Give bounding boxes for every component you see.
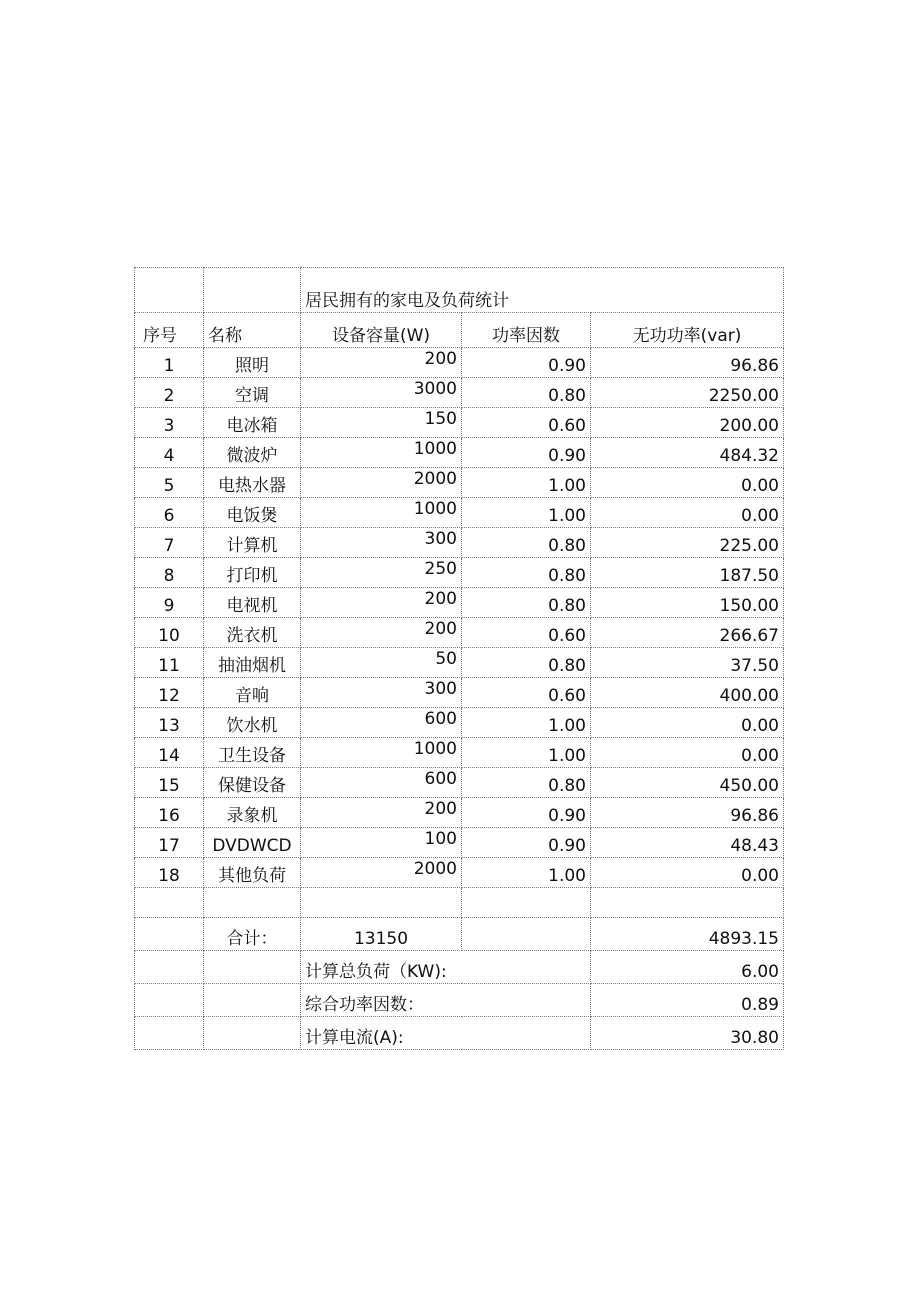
table-row bbox=[135, 348, 784, 378]
row-power-factor[interactable]: 0.60 bbox=[462, 618, 591, 648]
row-index[interactable]: 18 bbox=[135, 858, 204, 888]
summary-value[interactable]: 30.80 bbox=[591, 1017, 784, 1050]
table-row bbox=[135, 558, 784, 588]
row-capacity[interactable] bbox=[301, 438, 462, 468]
row-reactive-power[interactable]: 96.86 bbox=[591, 798, 784, 828]
row-name[interactable]: 电饭煲 bbox=[204, 498, 301, 528]
row-power-factor[interactable]: 0.80 bbox=[462, 768, 591, 798]
row-capacity-value: 200 bbox=[424, 589, 457, 609]
row-index[interactable]: 13 bbox=[135, 708, 204, 738]
row-power-factor[interactable]: 0.80 bbox=[462, 528, 591, 558]
summary-value[interactable]: 6.00 bbox=[591, 951, 784, 984]
table-row bbox=[135, 528, 784, 558]
table-row bbox=[135, 408, 784, 438]
row-capacity[interactable] bbox=[301, 378, 462, 408]
row-name[interactable]: 洗衣机 bbox=[204, 618, 301, 648]
blank-cell[interactable] bbox=[301, 888, 462, 918]
row-capacity[interactable] bbox=[301, 468, 462, 498]
row-power-factor[interactable]: 0.90 bbox=[462, 828, 591, 858]
row-name[interactable]: 打印机 bbox=[204, 558, 301, 588]
table-row bbox=[135, 588, 784, 618]
row-index[interactable]: 16 bbox=[135, 798, 204, 828]
row-index[interactable]: 8 bbox=[135, 558, 204, 588]
row-power-factor[interactable]: 1.00 bbox=[462, 708, 591, 738]
title-row bbox=[135, 268, 784, 313]
table-title: 居民拥有的家电及负荷统计 bbox=[301, 268, 784, 313]
row-reactive-power[interactable]: 37.50 bbox=[591, 648, 784, 678]
row-capacity[interactable] bbox=[301, 738, 462, 768]
table-row bbox=[135, 768, 784, 798]
row-reactive-power[interactable]: 0.00 bbox=[591, 738, 784, 768]
row-capacity[interactable] bbox=[301, 798, 462, 828]
header-power-factor: 功率因数 bbox=[462, 313, 591, 348]
row-power-factor[interactable]: 0.80 bbox=[462, 648, 591, 678]
row-power-factor[interactable]: 1.00 bbox=[462, 738, 591, 768]
row-name[interactable]: 录象机 bbox=[204, 798, 301, 828]
row-capacity[interactable] bbox=[301, 588, 462, 618]
row-index[interactable]: 14 bbox=[135, 738, 204, 768]
row-reactive-power[interactable]: 187.50 bbox=[591, 558, 784, 588]
row-index[interactable]: 1 bbox=[135, 348, 204, 378]
blank-cell[interactable] bbox=[135, 888, 204, 918]
row-index[interactable]: 4 bbox=[135, 438, 204, 468]
table-row bbox=[135, 468, 784, 498]
row-capacity[interactable] bbox=[301, 858, 462, 888]
row-capacity-value: 250 bbox=[424, 559, 457, 579]
row-reactive-power[interactable]: 266.67 bbox=[591, 618, 784, 648]
header-reactive-power: 无功功率(var) bbox=[591, 313, 784, 348]
row-capacity-value: 100 bbox=[424, 829, 457, 849]
row-capacity[interactable] bbox=[301, 828, 462, 858]
row-capacity-value: 600 bbox=[424, 769, 457, 789]
row-reactive-power[interactable]: 200.00 bbox=[591, 408, 784, 438]
header-index: 序号 bbox=[135, 313, 204, 348]
row-name[interactable]: 抽油烟机 bbox=[204, 648, 301, 678]
row-reactive-power[interactable]: 48.43 bbox=[591, 828, 784, 858]
blank-cell[interactable] bbox=[204, 984, 301, 1017]
blank-cell[interactable] bbox=[204, 951, 301, 984]
row-power-factor[interactable]: 0.60 bbox=[462, 408, 591, 438]
summary-value[interactable]: 0.89 bbox=[591, 984, 784, 1017]
row-name[interactable]: 电视机 bbox=[204, 588, 301, 618]
row-capacity[interactable] bbox=[301, 528, 462, 558]
row-index[interactable]: 12 bbox=[135, 678, 204, 708]
table-row bbox=[135, 858, 784, 888]
row-power-factor[interactable]: 0.90 bbox=[462, 438, 591, 468]
row-name[interactable]: 电热水器 bbox=[204, 468, 301, 498]
row-capacity[interactable] bbox=[301, 348, 462, 378]
summary-row bbox=[135, 1017, 784, 1050]
row-capacity[interactable] bbox=[301, 558, 462, 588]
row-index[interactable]: 11 bbox=[135, 648, 204, 678]
table-row bbox=[135, 738, 784, 768]
row-name[interactable]: 空调 bbox=[204, 378, 301, 408]
row-capacity-value: 200 bbox=[424, 799, 457, 819]
row-index[interactable]: 7 bbox=[135, 528, 204, 558]
row-power-factor[interactable]: 0.80 bbox=[462, 588, 591, 618]
row-index[interactable]: 15 bbox=[135, 768, 204, 798]
blank-cell[interactable] bbox=[204, 888, 301, 918]
row-power-factor[interactable]: 0.80 bbox=[462, 558, 591, 588]
row-capacity-value: 2000 bbox=[413, 859, 457, 879]
row-capacity[interactable] bbox=[301, 498, 462, 528]
blank-cell[interactable] bbox=[135, 1017, 204, 1050]
table-row bbox=[135, 498, 784, 528]
row-name[interactable]: 饮水机 bbox=[204, 708, 301, 738]
row-index[interactable]: 2 bbox=[135, 378, 204, 408]
table-row bbox=[135, 378, 784, 408]
table-row bbox=[135, 618, 784, 648]
table-row bbox=[135, 708, 784, 738]
row-index[interactable]: 17 bbox=[135, 828, 204, 858]
row-capacity-value: 300 bbox=[424, 679, 457, 699]
total-reactive-power[interactable]: 4893.15 bbox=[591, 918, 784, 951]
header-row bbox=[135, 313, 784, 348]
row-capacity[interactable] bbox=[301, 768, 462, 798]
row-reactive-power[interactable]: 2250.00 bbox=[591, 378, 784, 408]
row-name[interactable]: 照明 bbox=[204, 348, 301, 378]
row-capacity-value: 50 bbox=[435, 649, 457, 669]
row-name[interactable]: 卫生设备 bbox=[204, 738, 301, 768]
row-name[interactable]: 微波炉 bbox=[204, 438, 301, 468]
row-capacity[interactable] bbox=[301, 408, 462, 438]
row-capacity-value: 200 bbox=[424, 349, 457, 369]
total-label: 合计： bbox=[204, 918, 301, 951]
blank-cell[interactable] bbox=[135, 984, 204, 1017]
summary-row bbox=[135, 984, 784, 1017]
row-power-factor[interactable]: 0.80 bbox=[462, 378, 591, 408]
row-capacity-value: 1000 bbox=[413, 439, 457, 459]
row-reactive-power[interactable]: 484.32 bbox=[591, 438, 784, 468]
row-capacity-value: 200 bbox=[424, 619, 457, 639]
row-index[interactable]: 6 bbox=[135, 498, 204, 528]
row-reactive-power[interactable]: 0.00 bbox=[591, 468, 784, 498]
summary-label: 计算总负荷（KW): bbox=[301, 951, 591, 984]
row-power-factor[interactable]: 0.90 bbox=[462, 348, 591, 378]
row-reactive-power[interactable]: 150.00 bbox=[591, 588, 784, 618]
blank-cell[interactable] bbox=[462, 918, 591, 951]
table-row bbox=[135, 798, 784, 828]
summary-row bbox=[135, 951, 784, 984]
empty-row bbox=[135, 888, 784, 918]
row-power-factor[interactable]: 0.60 bbox=[462, 678, 591, 708]
blank-cell[interactable] bbox=[135, 951, 204, 984]
row-power-factor[interactable]: 1.00 bbox=[462, 468, 591, 498]
summary-label: 综合功率因数： bbox=[301, 984, 591, 1017]
row-capacity-value: 3000 bbox=[413, 379, 457, 399]
row-power-factor[interactable]: 0.90 bbox=[462, 798, 591, 828]
row-power-factor[interactable]: 1.00 bbox=[462, 498, 591, 528]
row-reactive-power[interactable]: 0.00 bbox=[591, 708, 784, 738]
row-reactive-power[interactable]: 96.86 bbox=[591, 348, 784, 378]
row-index[interactable]: 10 bbox=[135, 618, 204, 648]
row-name[interactable]: 其他负荷 bbox=[204, 858, 301, 888]
row-capacity-value: 1000 bbox=[413, 499, 457, 519]
blank-cell[interactable] bbox=[204, 268, 301, 313]
table-row bbox=[135, 828, 784, 858]
row-name[interactable]: DVDWCD bbox=[204, 828, 301, 858]
blank-cell[interactable] bbox=[135, 268, 204, 313]
blank-cell[interactable] bbox=[204, 1017, 301, 1050]
total-row bbox=[135, 918, 784, 951]
row-reactive-power[interactable]: 225.00 bbox=[591, 528, 784, 558]
row-power-factor[interactable]: 1.00 bbox=[462, 858, 591, 888]
row-capacity[interactable] bbox=[301, 618, 462, 648]
row-capacity-value: 1000 bbox=[413, 739, 457, 759]
row-name[interactable]: 保健设备 bbox=[204, 768, 301, 798]
row-index[interactable]: 3 bbox=[135, 408, 204, 438]
table-row bbox=[135, 678, 784, 708]
summary-label: 计算电流(A): bbox=[301, 1017, 591, 1050]
blank-cell[interactable] bbox=[591, 888, 784, 918]
row-index[interactable]: 5 bbox=[135, 468, 204, 498]
row-name[interactable]: 音响 bbox=[204, 678, 301, 708]
row-capacity-value: 2000 bbox=[413, 469, 457, 489]
row-capacity[interactable] bbox=[301, 708, 462, 738]
blank-cell[interactable] bbox=[462, 888, 591, 918]
row-capacity-value: 600 bbox=[424, 709, 457, 729]
blank-cell[interactable] bbox=[135, 918, 204, 951]
total-capacity[interactable]: 13150 bbox=[301, 918, 462, 951]
row-index[interactable]: 9 bbox=[135, 588, 204, 618]
row-reactive-power[interactable]: 450.00 bbox=[591, 768, 784, 798]
table-row bbox=[135, 438, 784, 468]
row-capacity-value: 150 bbox=[424, 409, 457, 429]
row-capacity-value: 300 bbox=[424, 529, 457, 549]
row-reactive-power[interactable]: 0.00 bbox=[591, 858, 784, 888]
row-name[interactable]: 计算机 bbox=[204, 528, 301, 558]
row-name[interactable]: 电冰箱 bbox=[204, 408, 301, 438]
row-reactive-power[interactable]: 0.00 bbox=[591, 498, 784, 528]
header-name: 名称 bbox=[204, 313, 301, 348]
table-row bbox=[135, 648, 784, 678]
row-reactive-power[interactable]: 400.00 bbox=[591, 678, 784, 708]
row-capacity[interactable] bbox=[301, 648, 462, 678]
row-capacity[interactable] bbox=[301, 678, 462, 708]
load-statistics-table bbox=[134, 267, 784, 1050]
header-capacity: 设备容量(W) bbox=[301, 313, 462, 348]
